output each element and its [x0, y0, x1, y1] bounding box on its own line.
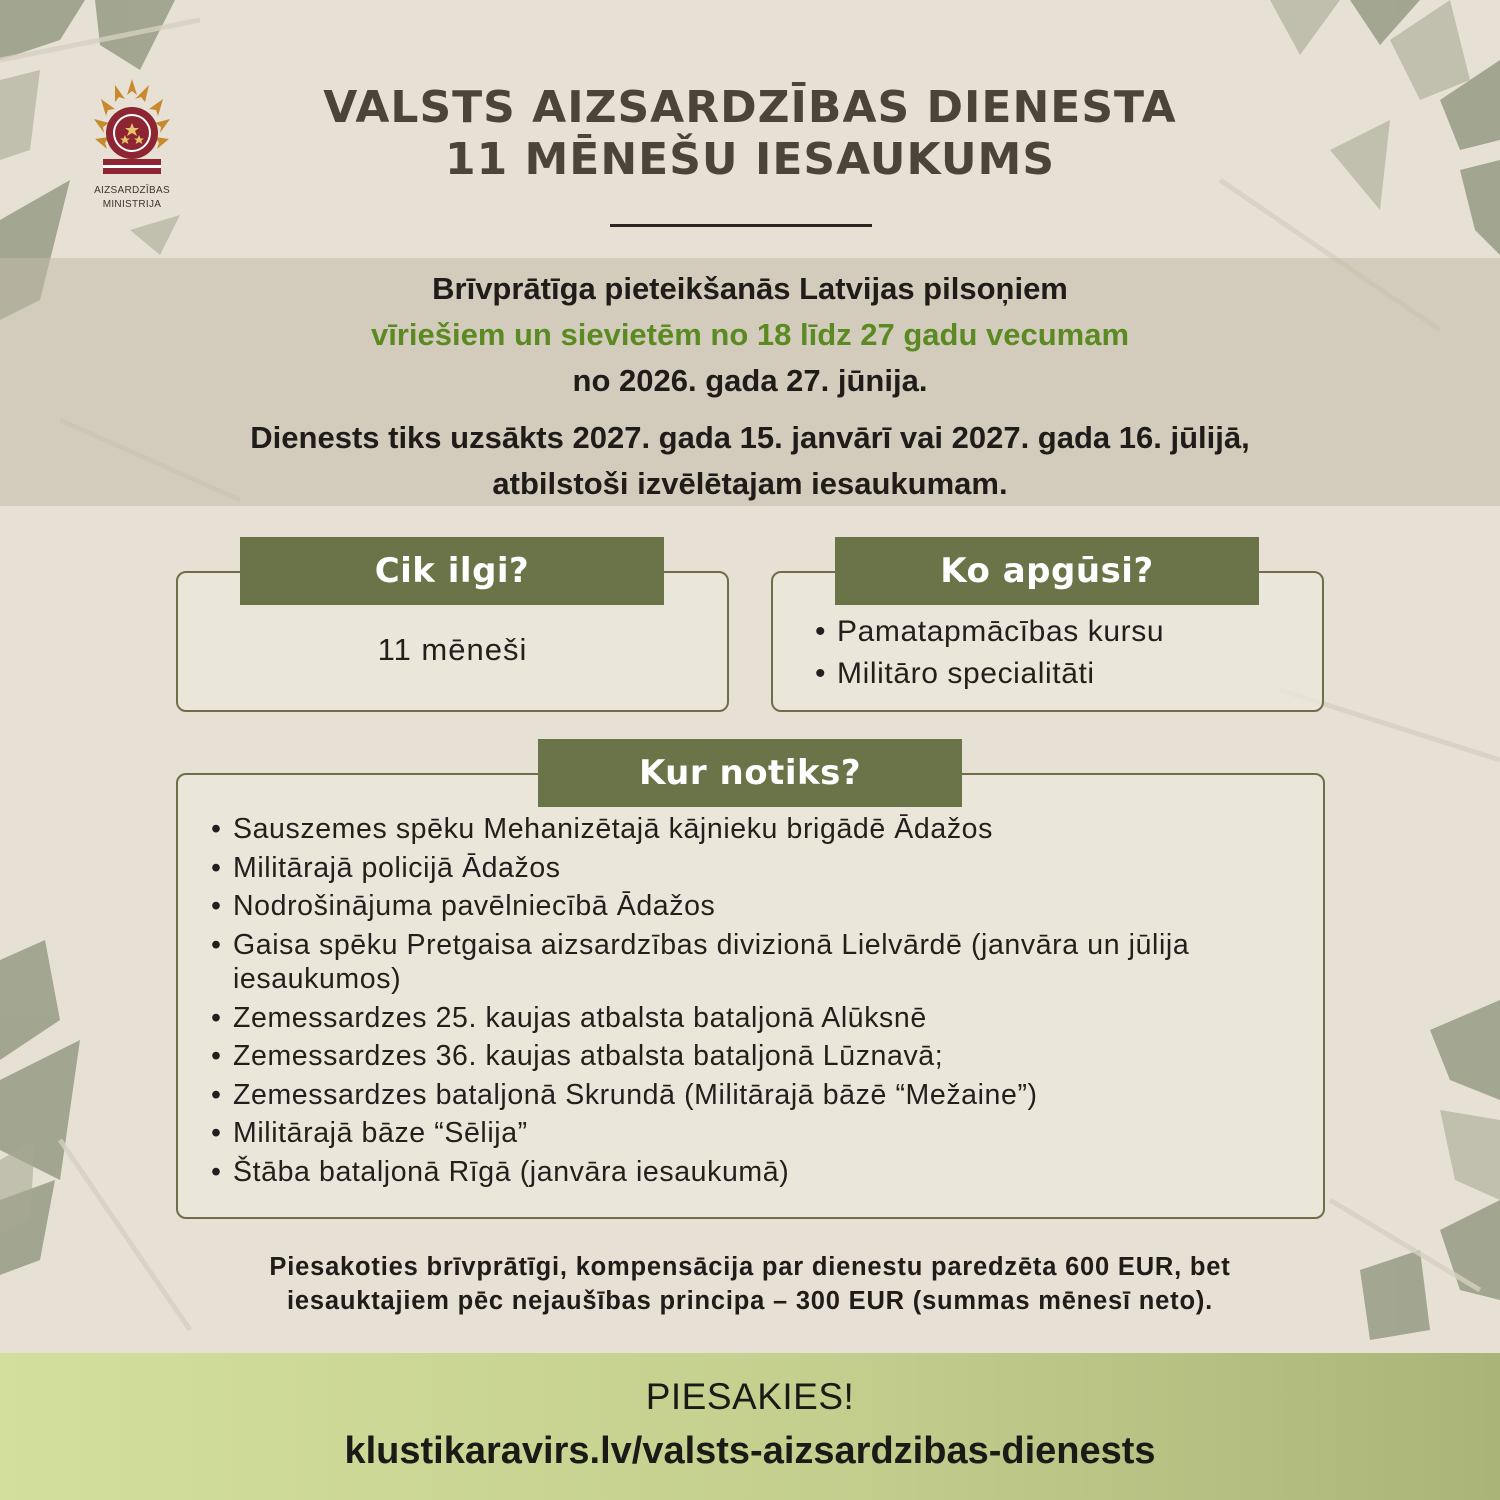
compensation-line-1: Piesakoties brīvprātīgi, kompensācija par dienestu paredzēta 600 EUR, bet [269, 1253, 1231, 1281]
page-title [0, 82, 1500, 186]
list-item: • Sauszemes spēku Mehanizētajā kājnieku brigādē Ādažos [211, 812, 1291, 847]
info-text [0, 266, 1500, 507]
title-line-1: VALSTS AIZSARDZĪBAS DIENESTA [323, 82, 1177, 133]
list-item: • Nodrošinājuma pavēlniecībā Ādažos [211, 889, 1291, 924]
call-to-action: PIESAKIES! [645, 1376, 855, 1417]
list-item: • Zemessardzes bataljonā Skrundā (Militārajā bāzē “Mežaine”) [211, 1078, 1291, 1113]
list-item: • Pamatapmācības kursu [815, 613, 1305, 651]
info-line-3: no 2026. gada 27. jūnija. [572, 363, 928, 398]
list-item: • Militāro specialitāti [815, 655, 1305, 693]
logo-caption-line2: MINISTRIJA [102, 199, 162, 210]
how-long-heading: Cik ilgi? [240, 537, 664, 605]
list-item: • Štāba bataljonā Rīgā (janvāra iesaukumā) [211, 1155, 1291, 1190]
compensation-note [0, 1250, 1500, 1318]
title-divider [610, 224, 872, 227]
info-line-1: Brīvprātīga pieteikšanās Latvijas pilsoņiem [432, 271, 1068, 306]
logo-caption-line1: AIZSARDZĪBAS [94, 185, 170, 196]
list-item: • Militārajā policijā Ādažos [211, 851, 1291, 886]
list-item: • Zemessardzes 25. kaujas atbalsta bataljonā Alūksnē [211, 1001, 1291, 1036]
what-learn-list [815, 613, 1305, 697]
what-learn-heading: Ko apgūsi? [835, 537, 1259, 605]
where-list [211, 812, 1291, 1193]
list-item: • Gaisa spēku Pretgaisa aizsardzības divizionā Lielvārdē (janvāra un jūlija iesaukumos) [211, 928, 1291, 997]
list-item: • Militārajā bāze “Sēlija” [211, 1116, 1291, 1151]
info-age-highlight: vīriešiem un sievietēm no 18 līdz 27 gadu vecumam [370, 317, 1130, 352]
list-item: • Zemessardzes 36. kaujas atbalsta bataljonā Lūznavā; [211, 1039, 1291, 1074]
info-line-4: Dienests tiks uzsākts 2027. gada 15. janvārī vai 2027. gada 16. jūlijā, [250, 420, 1250, 455]
title-line-2: 11 MĒNEŠU IESAUKUMS [444, 134, 1056, 185]
how-long-value: 11 mēneši [377, 632, 528, 667]
compensation-line-2: iesauktajiem pēc nejaušības principa – 300 EUR (summas mēnesī neto). [287, 1287, 1213, 1315]
website-link[interactable]: klustikaravirs.lv/valsts-aizsardzibas-dienests [344, 1430, 1156, 1472]
info-line-5: atbilstoši izvēlētajam iesaukumam. [492, 466, 1008, 501]
where-heading: Kur notiks? [538, 739, 962, 807]
